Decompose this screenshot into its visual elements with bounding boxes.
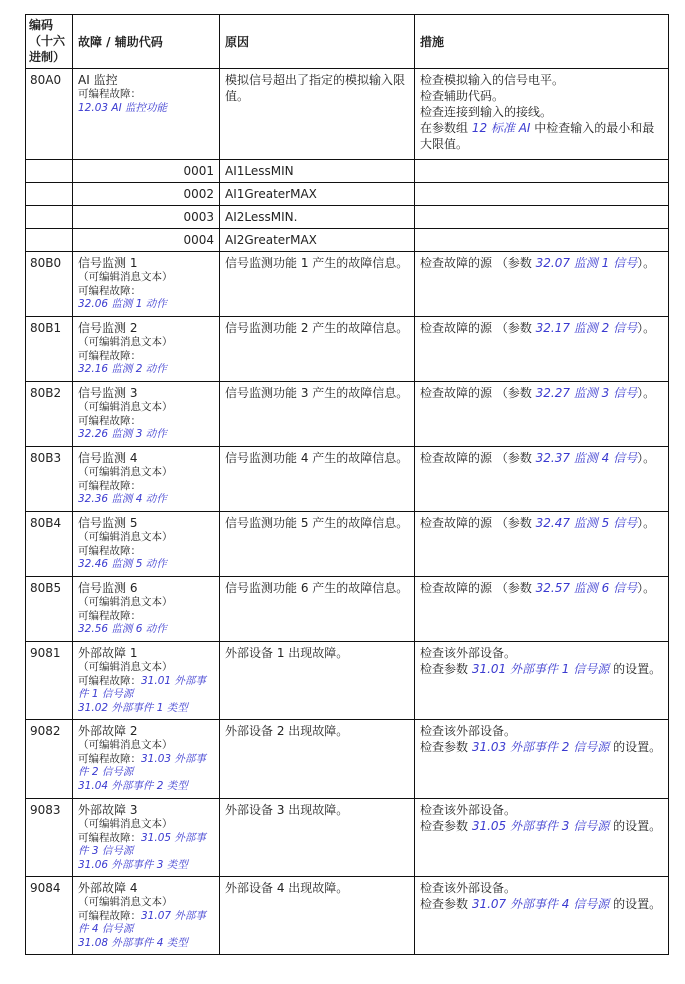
table-row xyxy=(26,382,669,447)
cause-cell xyxy=(220,642,415,720)
action-cell xyxy=(415,577,669,642)
text-segment: （可编辑消息文本） xyxy=(78,271,173,283)
text-segment: （可编辑消息文本） xyxy=(78,531,173,543)
text-segment: 信号监测 2 xyxy=(78,321,138,335)
table-row xyxy=(26,447,669,512)
text-segment: 可编程故障： xyxy=(78,674,141,687)
text-line xyxy=(420,802,663,818)
table-row xyxy=(26,642,669,720)
fault-code: 80B5 xyxy=(26,577,73,642)
parameter-link[interactable]: 32.27 监测 3 信号 xyxy=(535,386,638,400)
action-cell xyxy=(415,447,669,512)
fault-name-cell xyxy=(73,512,220,577)
aux-name: AI2GreaterMAX xyxy=(220,229,415,252)
table-header xyxy=(26,15,669,69)
text-segment: 检查该外部设备。 xyxy=(420,724,517,738)
text-line xyxy=(78,739,214,753)
parameter-link[interactable]: 31.02 外部事件 1 类型 xyxy=(78,701,188,714)
text-segment: 可编程故障： xyxy=(78,414,141,427)
text-line xyxy=(78,285,214,299)
aux-code: 0004 xyxy=(73,229,220,252)
fault-name-cell xyxy=(73,577,220,642)
empty-cell xyxy=(415,229,669,252)
text-segment: 可编程故障： xyxy=(78,349,141,362)
parameter-link[interactable]: 32.26 监测 3 动作 xyxy=(78,428,167,440)
text-segment: 检查故障的源 （参数 xyxy=(420,451,536,465)
text-line xyxy=(78,910,214,937)
text-segment: 外部设备 3 出现故障。 xyxy=(225,803,349,817)
text-segment: ）。 xyxy=(637,256,656,270)
fault-code: 9081 xyxy=(26,642,73,720)
text-segment: （可编辑消息文本） xyxy=(78,896,173,908)
parameter-link[interactable]: 31.06 外部事件 3 类型 xyxy=(78,858,188,871)
text-segment: 的设置。 xyxy=(609,740,662,754)
table-row xyxy=(26,577,669,642)
text-segment: ）。 xyxy=(637,321,656,335)
text-line xyxy=(420,645,663,661)
text-segment: 可编程故障： xyxy=(78,284,141,297)
text-segment: 外部故障 3 xyxy=(78,803,138,817)
text-segment: 外部设备 1 出现故障。 xyxy=(225,646,349,660)
text-line xyxy=(78,363,214,377)
text-line xyxy=(78,610,214,624)
fault-code: 9082 xyxy=(26,720,73,799)
parameter-link[interactable]: 31.01 外部事件 1 信号源 xyxy=(471,662,610,676)
text-segment: 在参数组 xyxy=(420,121,472,135)
cause-cell xyxy=(220,799,415,877)
text-segment: （可编辑消息文本） xyxy=(78,596,173,608)
text-line xyxy=(78,937,214,951)
text-line xyxy=(78,702,214,716)
action-cell xyxy=(415,642,669,720)
parameter-link[interactable]: 31.05 外部事件 3 信号源 xyxy=(471,819,610,833)
fault-table xyxy=(25,14,669,955)
text-segment: 检查连接到输入的接线。 xyxy=(420,105,553,119)
parameter-link[interactable]: 32.07 监测 1 信号 xyxy=(535,256,638,270)
text-segment: 可编程故障： xyxy=(78,909,141,922)
text-line xyxy=(78,72,214,88)
table-body xyxy=(26,69,669,955)
text-line xyxy=(78,255,214,271)
fault-name-cell xyxy=(73,317,220,382)
parameter-link[interactable]: 31.03 外部事件 2 信号源 xyxy=(471,740,610,754)
text-segment: 信号监测 4 xyxy=(78,451,138,465)
parameter-link[interactable]: 32.57 监测 6 信号 xyxy=(535,581,638,595)
text-line xyxy=(420,72,663,88)
action-cell xyxy=(415,512,669,577)
text-segment: 检查该外部设备。 xyxy=(420,646,517,660)
text-segment: 检查故障的源 （参数 xyxy=(420,321,536,335)
text-segment: 检查模拟输入的信号电平。 xyxy=(420,73,565,87)
text-segment: 外部故障 2 xyxy=(78,724,138,738)
text-segment: 检查故障的源 （参数 xyxy=(420,581,536,595)
text-line xyxy=(420,385,663,401)
text-line xyxy=(225,580,409,596)
aux-code-row xyxy=(26,206,669,229)
text-line xyxy=(420,120,663,152)
action-cell xyxy=(415,69,669,160)
fault-code: 80B3 xyxy=(26,447,73,512)
text-segment: 可编程故障： xyxy=(78,609,141,622)
action-cell xyxy=(415,382,669,447)
text-line xyxy=(78,818,214,832)
action-cell xyxy=(415,799,669,877)
fault-code: 9083 xyxy=(26,799,73,877)
text-line xyxy=(78,336,214,350)
text-line xyxy=(225,802,409,818)
header-fault: 故障 / 辅助代码 xyxy=(73,15,220,69)
text-line xyxy=(78,545,214,559)
text-line xyxy=(420,255,663,271)
text-line xyxy=(420,450,663,466)
text-line xyxy=(420,896,663,912)
cause-cell xyxy=(220,877,415,955)
fault-name-cell xyxy=(73,382,220,447)
aux-code-row xyxy=(26,183,669,206)
table-row xyxy=(26,317,669,382)
text-line xyxy=(420,818,663,834)
action-cell xyxy=(415,252,669,317)
text-line xyxy=(225,723,409,739)
cause-cell xyxy=(220,577,415,642)
fault-name-cell xyxy=(73,799,220,877)
text-line xyxy=(78,832,214,859)
action-cell xyxy=(415,317,669,382)
parameter-link[interactable]: 32.46 监测 5 动作 xyxy=(78,558,167,570)
text-segment: 信号监测 5 xyxy=(78,516,138,530)
text-line xyxy=(78,320,214,336)
text-segment: （可编辑消息文本） xyxy=(78,336,173,348)
empty-cell xyxy=(26,206,73,229)
text-line xyxy=(225,450,409,466)
text-segment: 检查该外部设备。 xyxy=(420,803,517,817)
text-line xyxy=(225,880,409,896)
text-segment: 信号监测功能 1 产生的故障信息。 xyxy=(225,256,409,270)
table-row xyxy=(26,252,669,317)
cause-cell xyxy=(220,512,415,577)
text-line xyxy=(78,780,214,794)
action-cell xyxy=(415,720,669,799)
text-segment: ）。 xyxy=(637,386,656,400)
text-segment: 信号监测 6 xyxy=(78,581,138,595)
text-segment: 可编程故障： xyxy=(78,544,141,557)
cause-cell xyxy=(220,447,415,512)
text-line xyxy=(78,558,214,572)
text-line xyxy=(420,661,663,677)
empty-cell xyxy=(26,229,73,252)
table-row xyxy=(26,69,669,160)
cause-cell xyxy=(220,720,415,799)
text-line xyxy=(420,515,663,531)
text-segment: 检查参数 xyxy=(420,740,472,754)
text-segment: （可编辑消息文本） xyxy=(78,818,173,830)
text-line xyxy=(225,72,409,104)
parameter-link[interactable]: 32.47 监测 5 信号 xyxy=(535,516,638,530)
table-row xyxy=(26,877,669,955)
parameter-link[interactable]: 31.05 外部事件 3 信号源 xyxy=(78,831,206,857)
text-line xyxy=(78,298,214,312)
aux-name: AI1LessMIN xyxy=(220,160,415,183)
header-action: 措施 xyxy=(415,15,669,69)
aux-code: 0003 xyxy=(73,206,220,229)
text-segment: AI 监控 xyxy=(78,73,118,87)
text-segment: 检查参数 xyxy=(420,897,472,911)
text-line xyxy=(78,661,214,675)
text-line xyxy=(225,645,409,661)
text-line xyxy=(78,753,214,780)
text-line xyxy=(78,385,214,401)
empty-cell xyxy=(415,160,669,183)
text-segment: 检查该外部设备。 xyxy=(420,881,517,895)
text-segment: 可编程故障： xyxy=(78,479,141,492)
fault-name-cell xyxy=(73,447,220,512)
text-line xyxy=(78,102,214,116)
text-segment: 信号监测 3 xyxy=(78,386,138,400)
cause-cell xyxy=(220,382,415,447)
text-segment: （可编辑消息文本） xyxy=(78,466,173,478)
text-line xyxy=(78,88,214,102)
text-line xyxy=(78,645,214,661)
text-line xyxy=(78,880,214,896)
parameter-link[interactable]: 32.06 监测 1 动作 xyxy=(78,298,167,310)
text-segment: 模拟信号超出了指定的模拟输入限值。 xyxy=(225,73,406,103)
text-segment: 检查故障的源 （参数 xyxy=(420,516,536,530)
fault-name-cell xyxy=(73,69,220,160)
text-segment: 信号监测功能 4 产生的故障信息。 xyxy=(225,451,409,465)
table-row xyxy=(26,720,669,799)
text-line xyxy=(78,480,214,494)
parameter-link[interactable]: 31.08 外部事件 4 类型 xyxy=(78,936,188,949)
parameter-link[interactable]: 12.03 AI 监控功能 xyxy=(78,101,168,114)
header-code: 编码（十六进制） xyxy=(26,15,73,69)
table-row xyxy=(26,799,669,877)
aux-name: AI2LessMIN. xyxy=(220,206,415,229)
text-line xyxy=(225,320,409,336)
text-line xyxy=(420,88,663,104)
text-segment: 可编程故障： xyxy=(78,88,141,100)
fault-code: 80B2 xyxy=(26,382,73,447)
parameter-link[interactable]: 31.07 外部事件 4 信号源 xyxy=(471,897,610,911)
text-segment: 信号监测功能 6 产生的故障信息。 xyxy=(225,581,409,595)
text-line xyxy=(78,623,214,637)
text-segment: 信号监测功能 3 产生的故障信息。 xyxy=(225,386,409,400)
text-segment: 检查辅助代码。 xyxy=(420,89,505,103)
text-segment: 信号监测 1 xyxy=(78,256,138,270)
text-segment: ）。 xyxy=(637,451,656,465)
fault-code: 80B1 xyxy=(26,317,73,382)
text-line xyxy=(78,723,214,739)
text-line xyxy=(78,596,214,610)
text-segment: 信号监测功能 5 产生的故障信息。 xyxy=(225,516,409,530)
text-segment: 可编程故障： xyxy=(78,752,141,765)
fault-name-cell xyxy=(73,252,220,317)
text-line xyxy=(420,580,663,596)
parameter-link[interactable]: 32.36 监测 4 动作 xyxy=(78,493,167,505)
fault-code: 9084 xyxy=(26,877,73,955)
text-line xyxy=(78,415,214,429)
fault-name-cell xyxy=(73,877,220,955)
text-segment: ）。 xyxy=(637,516,656,530)
text-line xyxy=(78,531,214,545)
text-segment: 检查故障的源 （参数 xyxy=(420,256,536,270)
parameter-link[interactable]: 31.07 外部事件 4 信号源 xyxy=(78,909,206,935)
action-cell xyxy=(415,877,669,955)
text-line xyxy=(78,428,214,442)
table-row xyxy=(26,512,669,577)
aux-code: 0001 xyxy=(73,160,220,183)
fault-name-cell xyxy=(73,642,220,720)
text-segment: （可编辑消息文本） xyxy=(78,401,173,413)
header-cause: 原因 xyxy=(220,15,415,69)
parameter-link[interactable]: 32.56 监测 6 动作 xyxy=(78,623,167,635)
fault-name-cell xyxy=(73,720,220,799)
parameter-link[interactable]: 31.01 外部事件 1 信号源 xyxy=(78,674,206,700)
empty-cell xyxy=(415,183,669,206)
aux-code-row xyxy=(26,229,669,252)
text-line xyxy=(225,515,409,531)
parameter-link[interactable]: 32.16 监测 2 动作 xyxy=(78,363,167,375)
text-line xyxy=(225,385,409,401)
fault-code: 80A0 xyxy=(26,69,73,160)
text-segment: 的设置。 xyxy=(609,662,662,676)
text-line xyxy=(78,401,214,415)
text-line xyxy=(78,802,214,818)
text-line xyxy=(420,739,663,755)
text-segment: 的设置。 xyxy=(609,897,662,911)
cause-cell xyxy=(220,252,415,317)
text-segment: 的设置。 xyxy=(609,819,662,833)
text-line xyxy=(78,580,214,596)
text-segment: 检查参数 xyxy=(420,662,472,676)
text-segment: 中检查输入的最小和最大限值。 xyxy=(420,121,655,151)
parameter-link[interactable]: 31.04 外部事件 2 类型 xyxy=(78,779,188,792)
text-line xyxy=(78,515,214,531)
empty-cell xyxy=(26,160,73,183)
empty-cell xyxy=(26,183,73,206)
text-segment: 信号监测功能 2 产生的故障信息。 xyxy=(225,321,409,335)
text-line xyxy=(78,493,214,507)
parameter-link[interactable]: 12 标准 AI xyxy=(471,121,531,135)
cause-cell xyxy=(220,69,415,160)
text-line xyxy=(225,255,409,271)
text-line xyxy=(78,271,214,285)
empty-cell xyxy=(415,206,669,229)
fault-code: 80B0 xyxy=(26,252,73,317)
text-segment: 外部故障 4 xyxy=(78,881,138,895)
text-segment: ）。 xyxy=(637,581,656,595)
aux-code-row xyxy=(26,160,669,183)
text-line xyxy=(78,859,214,873)
text-segment: 检查故障的源 （参数 xyxy=(420,386,536,400)
text-segment: （可编辑消息文本） xyxy=(78,661,173,673)
text-segment: 外部设备 2 出现故障。 xyxy=(225,724,349,738)
text-line xyxy=(420,880,663,896)
text-line xyxy=(78,466,214,480)
text-line xyxy=(78,350,214,364)
aux-name: AI1GreaterMAX xyxy=(220,183,415,206)
text-segment: 检查参数 xyxy=(420,819,472,833)
parameter-link[interactable]: 31.03 外部事件 2 信号源 xyxy=(78,752,206,778)
text-line xyxy=(78,450,214,466)
text-line xyxy=(420,723,663,739)
parameter-link[interactable]: 32.17 监测 2 信号 xyxy=(535,321,638,335)
parameter-link[interactable]: 32.37 监测 4 信号 xyxy=(535,451,638,465)
text-line xyxy=(420,104,663,120)
fault-code: 80B4 xyxy=(26,512,73,577)
text-segment: 外部设备 4 出现故障。 xyxy=(225,881,349,895)
text-line xyxy=(420,320,663,336)
text-segment: 外部故障 1 xyxy=(78,646,138,660)
text-line xyxy=(78,675,214,702)
text-segment: 可编程故障： xyxy=(78,831,141,844)
text-line xyxy=(78,896,214,910)
cause-cell xyxy=(220,317,415,382)
aux-code: 0002 xyxy=(73,183,220,206)
text-segment: （可编辑消息文本） xyxy=(78,739,173,751)
